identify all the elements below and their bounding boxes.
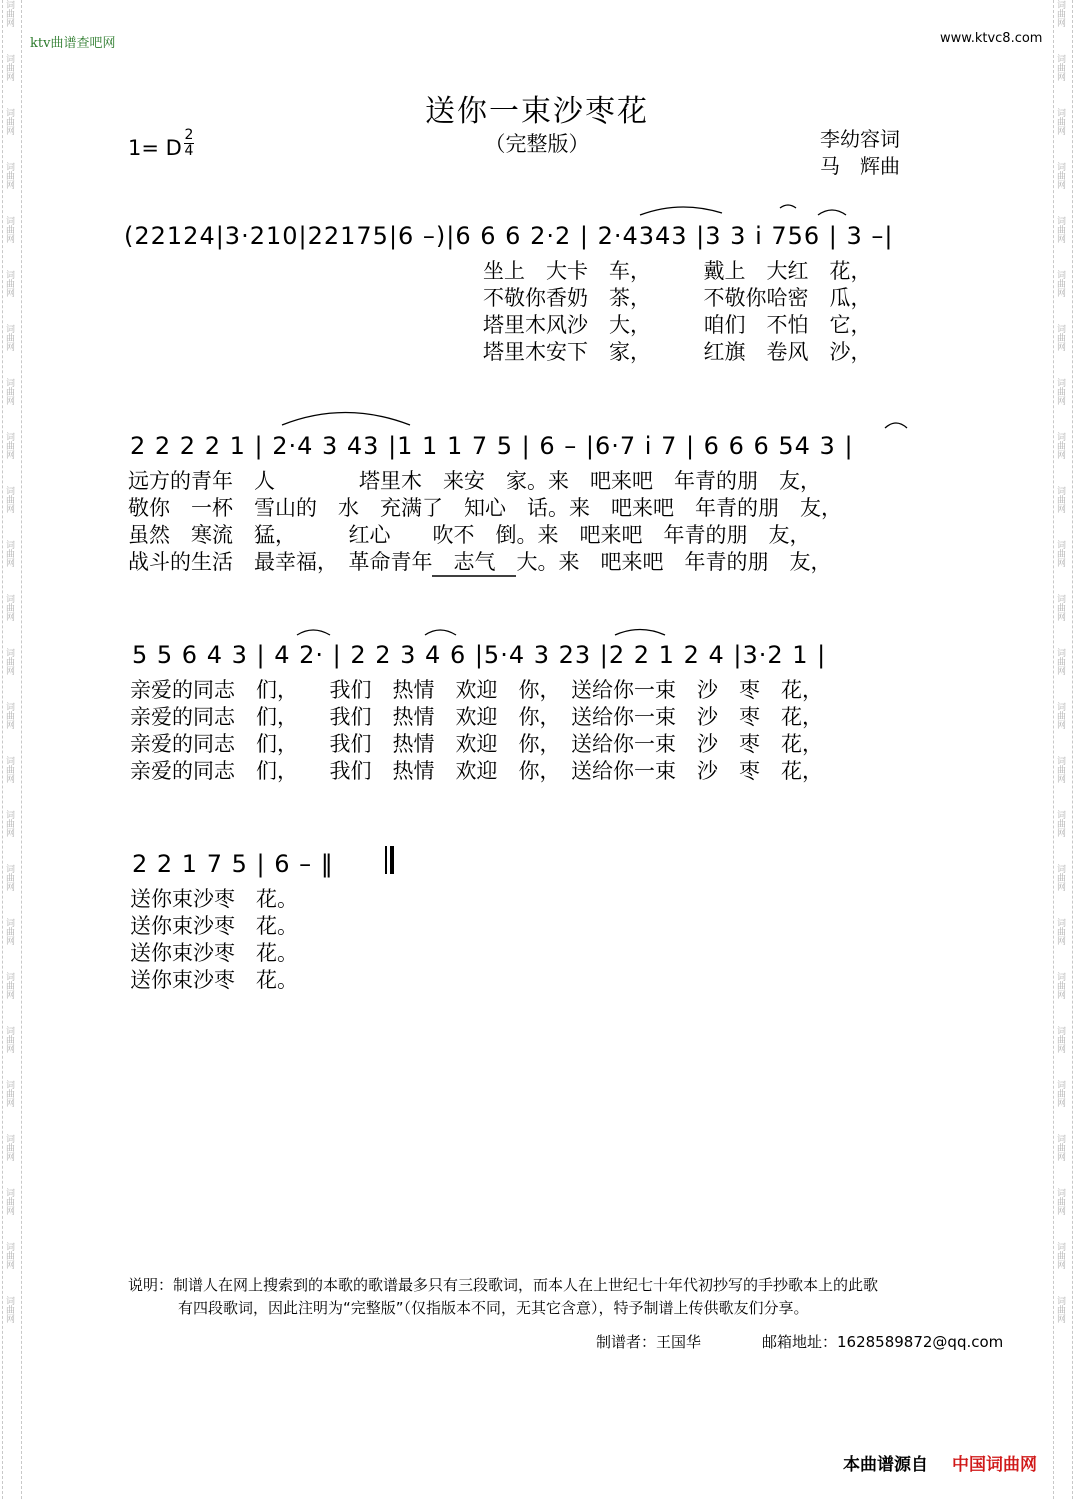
watermark-text: 词曲网 [4,486,14,513]
footnote-line-1: 说明：制谱人在网上搜索到的本歌的歌谱最多只有三段歌词，而本人在上世纪七十年代初抄写的手抄歌本上的此歌 [128,1276,879,1294]
watermark-text: 词曲网 [4,1080,14,1107]
watermark-text: 词曲网 [1055,108,1065,135]
watermark-text: 词曲网 [4,702,14,729]
watermark-text: 词曲网 [4,1188,14,1215]
lyric-line: 亲爱的同志 们， 我们 热情 欢迎 你， 送给你一束 沙 枣 花， [130,759,823,783]
watermark-text: 词曲网 [1055,1242,1065,1269]
watermark-text: 词曲网 [1055,648,1065,675]
lyricist: 李幼容词 [820,127,900,151]
watermark-text: 词曲网 [1055,216,1065,243]
watermark-text: 词曲网 [1055,1296,1065,1323]
slur-mark [885,423,907,428]
lyric-line: 塔里木风沙 大， 咱们 不怕 它， [483,313,872,337]
song-title: 送你一束沙枣花 [425,94,649,129]
notes-row-3: 5 5 6 4 3 | 4 2· | 2 2 3 4 6 |5·4 3 23 |2 2 1 2 4 |3·2 1 | [132,641,827,669]
watermark-text: 词曲网 [4,1026,14,1053]
watermark-text: 词曲网 [1055,540,1065,567]
watermark-text: 词曲网 [4,1242,14,1269]
lyric-line: 虽然 寒流 猛， 红心 吹不 倒。来 吧来吧 年青的朋 友， [128,523,811,547]
lyric-line: 坐上 大卡 车， 戴上 大红 花， [483,259,872,283]
slur-mark [780,205,796,208]
watermark-text: 词曲网 [1055,702,1065,729]
watermark-text: 词曲网 [4,378,14,405]
watermark-text: 词曲网 [1055,972,1065,999]
lyric-line: 亲爱的同志 们， 我们 热情 欢迎 你， 送给你一束 沙 枣 花， [130,732,823,756]
watermark-text: 词曲网 [1055,486,1065,513]
notes-row-2: 2 2 2 2 1 | 2·4 3 43 |1 1 1 7 5 | 6 – |6·7 i 7 | 6 6 6 54 3 | [130,432,854,460]
watermark-text: 词曲网 [4,54,14,81]
composer: 马 辉曲 [820,154,900,178]
slur-mark [818,210,846,215]
lyric-line: 送你束沙枣 花。 [130,914,298,938]
notes-row-4: 2 2 1 7 5 | 6 – ‖ [132,850,334,878]
lyric-line: 敬你 一杯 雪山的 水 充满了 知心 话。来 吧来吧 年青的朋 友， [128,496,842,520]
slur-mark [425,630,456,635]
watermark-text: 词曲网 [4,540,14,567]
notes-row-1: (22124|3·210|22175|6 –)|6 6 6 2·2 | 2·4343 |3 3 i 756 | 3 –| [124,222,894,250]
lyric-line: 送你束沙枣 花。 [130,941,298,965]
key-signature: 1= D [128,136,182,160]
song-subtitle: （完整版） [484,132,590,156]
watermark-text: 词曲网 [1055,270,1065,297]
watermark-text: 词曲网 [1055,1134,1065,1161]
lyric-line: 战斗的生活 最幸福， 革命青年 志气 大。来 吧来吧 年青的朋 友， [128,550,832,574]
lyric-line: 远方的青年 人 塔里木 来安 家。来 吧来吧 年青的朋 友， [128,469,821,493]
watermark-text: 词曲网 [1055,918,1065,945]
watermark-text: 词曲网 [4,432,14,459]
watermark-text: 词曲网 [4,864,14,891]
watermark-text: 词曲网 [1055,810,1065,837]
time-sig-bottom: 4 [184,143,194,159]
slur-mark [282,413,410,426]
watermark-text: 词曲网 [4,108,14,135]
watermark-text: 词曲网 [1055,1026,1065,1053]
watermark-text: 词曲网 [4,0,14,27]
watermark-text: 词曲网 [1055,864,1065,891]
score-maker: 制谱者：王国华 [596,1333,702,1351]
watermark-text: 词曲网 [4,918,14,945]
watermark-text: 词曲网 [4,216,14,243]
footnote-line-2: 有四段歌词，因此注明为“完整版”（仅指版本不同，无其它含意），特予制谱上传供歌友们分享。 [178,1299,809,1317]
watermark-text: 词曲网 [1055,594,1065,621]
watermark-text: 词曲网 [4,324,14,351]
lyric-line: 送你束沙枣 花。 [130,887,298,911]
slur-mark [615,630,665,636]
watermark-text: 词曲网 [4,162,14,189]
watermark-text: 词曲网 [1055,1080,1065,1107]
source-site-link[interactable]: 中国词曲网 [952,1455,1037,1475]
watermark-text: 词曲网 [1055,432,1065,459]
watermark-text: 词曲网 [4,594,14,621]
lyric-line: 不敬你香奶 茶， 不敬你哈密 瓜， [483,286,872,310]
time-sig-top: 2 [184,127,194,143]
slur-mark [297,630,330,635]
watermark-text: 词曲网 [1055,324,1065,351]
lyric-line: 亲爱的同志 们， 我们 热情 欢迎 你， 送给你一束 沙 枣 花， [130,678,823,702]
watermark-text: 词曲网 [1055,54,1065,81]
lyric-line: 送你束沙枣 花。 [130,968,298,992]
watermark-text: 词曲网 [4,972,14,999]
watermark-text: 词曲网 [1055,756,1065,783]
lyric-line: 亲爱的同志 们， 我们 热情 欢迎 你， 送给你一束 沙 枣 花， [130,705,823,729]
header-site-left[interactable]: ktv曲谱查吧网 [30,36,116,51]
watermark-text: 词曲网 [1055,0,1065,27]
watermark-text: 词曲网 [4,270,14,297]
lyric-line: 塔里木安下 家， 红旗 卷风 沙， [483,340,872,364]
watermark-text: 词曲网 [4,648,14,675]
header-site-right[interactable]: www.ktvc8.com [940,31,1043,46]
source-label: 本曲谱源自 [843,1455,928,1475]
watermark-text: 词曲网 [1055,378,1065,405]
watermark-text: 词曲网 [1055,162,1065,189]
watermark-text: 词曲网 [4,1134,14,1161]
watermark-text: 词曲网 [4,1296,14,1323]
watermark-text: 词曲网 [4,810,14,837]
slur-mark [640,207,722,215]
watermark-text: 词曲网 [1055,1188,1065,1215]
watermark-text: 词曲网 [4,756,14,783]
maker-email[interactable]: 邮箱地址：1628589872@qq.com [762,1333,1004,1351]
